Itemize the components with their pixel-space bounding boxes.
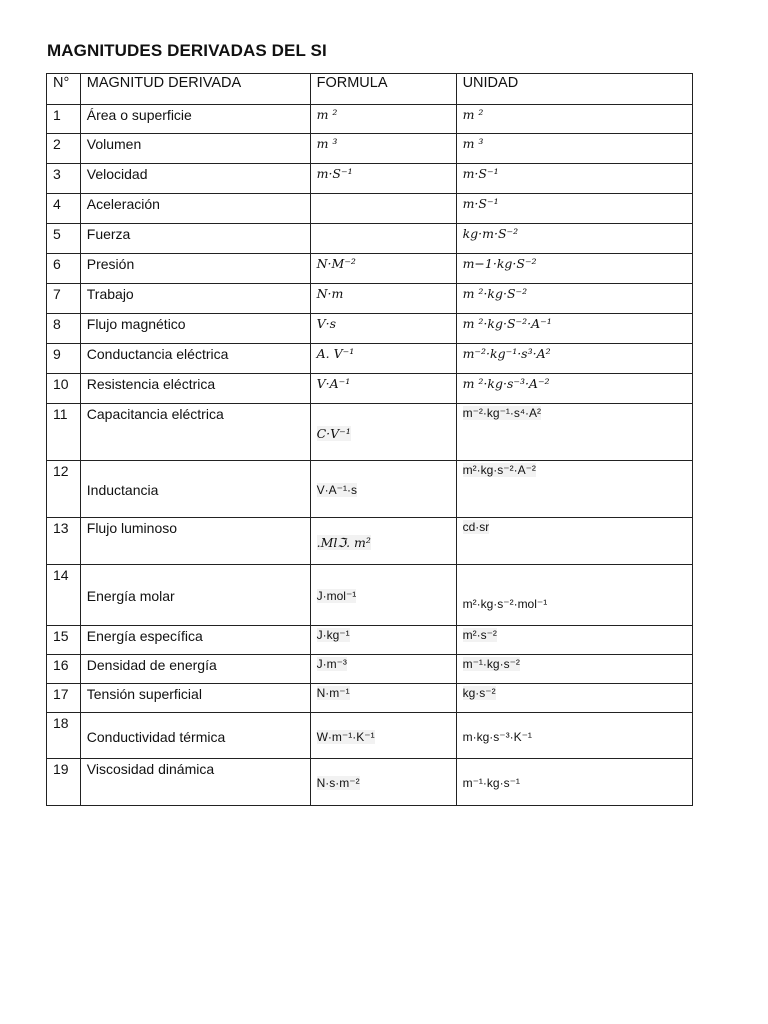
row-number-text: 10 <box>53 376 69 392</box>
row-number <box>47 565 81 626</box>
row-number-text: 13 <box>53 520 69 536</box>
row-number <box>47 134 81 164</box>
table-row <box>47 713 693 759</box>
magnitud-cell <box>80 284 310 314</box>
magnitud-cell-text: Energía específica <box>86 628 203 644</box>
table-row <box>47 404 693 461</box>
row-number-text: 1 <box>53 107 61 123</box>
row-number-text: 6 <box>53 256 61 272</box>
unidad-cell-text: kg·m·S⁻² <box>462 226 519 241</box>
unidad-cell-text: m⁻¹·kg·s⁻¹ <box>462 776 520 790</box>
unidad-cell <box>456 404 692 461</box>
row-number <box>47 404 81 461</box>
unidad-cell-text: m−1·kg·S⁻² <box>462 256 537 271</box>
formula-cell <box>310 626 456 655</box>
table-row <box>47 105 693 134</box>
row-number <box>47 713 81 759</box>
formula-cell-text: V·A⁻¹·s <box>316 483 357 497</box>
formula-cell <box>310 164 456 194</box>
row-number <box>47 254 81 284</box>
formula-cell <box>310 254 456 284</box>
row-number-text: 3 <box>53 166 61 182</box>
magnitud-cell-text: Área o superficie <box>86 107 192 123</box>
unidad-cell-text: m·kg·s⁻³·K⁻¹ <box>462 729 532 744</box>
unidad-cell <box>456 626 692 655</box>
table-row <box>47 655 693 684</box>
row-number <box>47 655 81 684</box>
magnitud-cell <box>80 518 310 565</box>
document-title: MAGNITUDES DERIVADAS DEL SI <box>47 41 327 60</box>
magnitud-cell-text: Velocidad <box>86 166 148 182</box>
unidad-cell <box>456 565 692 626</box>
unidad-cell-text: kg·s⁻² <box>462 686 496 700</box>
magnitud-cell-text: Volumen <box>86 136 142 152</box>
unidad-cell <box>456 164 692 194</box>
row-number-text: 5 <box>53 226 61 242</box>
unidad-cell <box>456 134 692 164</box>
row-number <box>47 759 81 806</box>
row-number <box>47 461 81 518</box>
magnitud-cell-text: Conductancia eléctrica <box>86 346 229 362</box>
formula-cell <box>310 105 456 134</box>
formula-cell-text: J·mol⁻¹ <box>316 589 357 603</box>
unidad-cell <box>456 684 692 713</box>
unidad-cell-text: m ²·kg·S⁻² <box>462 286 528 301</box>
row-number-text: 12 <box>53 463 69 479</box>
magnitud-cell-text: Resistencia eléctrica <box>86 376 216 392</box>
unidad-cell-text: m²·s⁻² <box>462 628 497 642</box>
formula-cell-text: N·m⁻¹ <box>316 686 350 700</box>
magnitud-cell <box>80 713 310 759</box>
derived-units-table <box>46 73 693 806</box>
table-row <box>47 461 693 518</box>
formula-cell-text: V·A⁻¹ <box>316 376 351 391</box>
magnitud-cell <box>80 759 310 806</box>
table-row <box>47 565 693 626</box>
formula-cell <box>310 134 456 164</box>
unidad-cell-text: m ² <box>462 107 484 122</box>
formula-cell <box>310 713 456 759</box>
magnitud-cell <box>80 565 310 626</box>
formula-cell-text: A. V⁻¹ <box>316 346 355 361</box>
row-number-text: 16 <box>53 657 69 673</box>
magnitud-cell <box>80 404 310 461</box>
table-row <box>47 314 693 344</box>
header-unidad: UNIDAD <box>456 74 692 105</box>
formula-cell <box>310 314 456 344</box>
unidad-cell-text: m²·kg·s⁻²·mol⁻¹ <box>462 597 548 611</box>
unidad-cell-text: m ²·kg·s⁻³·A⁻² <box>462 376 550 391</box>
magnitud-cell-text: Presión <box>86 256 135 272</box>
formula-cell-text: V·s <box>316 316 337 331</box>
row-number <box>47 518 81 565</box>
magnitud-cell-text: Conductividad térmica <box>86 728 226 745</box>
unidad-cell-text: m⁻²·kg⁻¹·s⁴·A² <box>462 406 542 420</box>
row-number-text: 7 <box>53 286 61 302</box>
table-row <box>47 224 693 254</box>
row-number-text: 8 <box>53 316 61 332</box>
row-number-text: 11 <box>53 406 68 422</box>
unidad-cell-text: m⁻¹·kg·s⁻² <box>462 657 520 671</box>
formula-cell <box>310 461 456 518</box>
formula-cell <box>310 759 456 806</box>
unidad-cell-text: m²·kg·s⁻²·A⁻² <box>462 463 536 477</box>
magnitud-cell-text: Aceleración <box>86 196 160 212</box>
magnitud-cell-text: Trabajo <box>86 286 134 302</box>
table-row <box>47 518 693 565</box>
formula-cell <box>310 344 456 374</box>
formula-cell <box>310 655 456 684</box>
table-row <box>47 164 693 194</box>
row-number-text: 17 <box>53 686 69 702</box>
magnitud-cell-text: Flujo luminoso <box>86 520 178 536</box>
row-number-text: 9 <box>53 346 61 362</box>
unidad-cell <box>456 759 692 806</box>
magnitud-cell-text: Densidad de energía <box>86 657 217 673</box>
formula-cell <box>310 194 456 224</box>
header-formula: FORMULA <box>310 74 456 105</box>
formula-cell <box>310 374 456 404</box>
formula-cell-text: J·m⁻³ <box>316 657 347 671</box>
magnitud-cell-text: Energía molar <box>86 588 175 604</box>
unidad-cell <box>456 284 692 314</box>
unidad-cell-text: m ²·kg·S⁻²·A⁻¹ <box>462 316 552 331</box>
row-number <box>47 626 81 655</box>
unidad-cell-text: m⁻²·kg⁻¹·s³·A² <box>462 346 551 361</box>
unidad-cell-text: m·S⁻¹ <box>462 166 499 181</box>
table-header-row <box>47 74 693 105</box>
formula-cell <box>310 684 456 713</box>
row-number-text: 19 <box>53 761 69 777</box>
formula-cell <box>310 224 456 254</box>
table-row <box>47 374 693 404</box>
magnitud-cell <box>80 194 310 224</box>
table-row <box>47 194 693 224</box>
row-number <box>47 194 81 224</box>
magnitud-cell <box>80 105 310 134</box>
magnitud-cell <box>80 684 310 713</box>
table-row <box>47 284 693 314</box>
formula-cell-text: N·m <box>316 286 344 301</box>
row-number-text: 14 <box>53 567 69 583</box>
magnitud-cell-text: Inductancia <box>86 482 159 498</box>
unidad-cell <box>456 344 692 374</box>
magnitud-cell-text: Viscosidad dinámica <box>86 761 215 777</box>
table-row <box>47 759 693 806</box>
row-number <box>47 344 81 374</box>
unidad-cell <box>456 518 692 565</box>
magnitud-cell-text: Capacitancia eléctrica <box>86 406 224 422</box>
unidad-cell-text: m·S⁻¹ <box>462 196 499 211</box>
magnitud-cell <box>80 224 310 254</box>
formula-cell <box>310 565 456 626</box>
unidad-cell <box>456 655 692 684</box>
table-row <box>47 684 693 713</box>
unidad-cell <box>456 194 692 224</box>
row-number <box>47 314 81 344</box>
header-num: N° <box>47 74 81 105</box>
magnitud-cell <box>80 254 310 284</box>
formula-cell-text: N·M⁻² <box>316 256 356 271</box>
row-number-text: 18 <box>53 715 69 731</box>
row-number <box>47 105 81 134</box>
row-number <box>47 224 81 254</box>
table-body <box>47 105 693 806</box>
unidad-cell <box>456 713 692 759</box>
magnitud-cell <box>80 344 310 374</box>
formula-cell-text: W·m⁻¹·K⁻¹ <box>316 729 375 744</box>
unidad-cell <box>456 314 692 344</box>
formula-cell-text: N·s·m⁻² <box>316 776 360 790</box>
formula-cell <box>310 404 456 461</box>
magnitud-cell <box>80 626 310 655</box>
formula-cell-text: m ² <box>316 107 338 122</box>
unidad-cell <box>456 374 692 404</box>
magnitud-cell-text: Fuerza <box>86 226 131 242</box>
row-number-text: 15 <box>53 628 69 644</box>
magnitud-cell <box>80 134 310 164</box>
magnitud-cell <box>80 314 310 344</box>
formula-cell-text: m ³ <box>316 136 338 151</box>
magnitud-cell <box>80 655 310 684</box>
unidad-cell <box>456 224 692 254</box>
formula-cell-text: .Mlℑ. m² <box>316 534 371 550</box>
table-row <box>47 626 693 655</box>
row-number <box>47 374 81 404</box>
formula-cell <box>310 518 456 565</box>
unidad-cell-text: m ³ <box>462 136 484 151</box>
formula-cell-text: C·V⁻¹ <box>316 425 351 441</box>
row-number <box>47 284 81 314</box>
table-row <box>47 344 693 374</box>
formula-cell <box>310 284 456 314</box>
magnitud-cell <box>80 164 310 194</box>
unidad-cell <box>456 105 692 134</box>
table-row <box>47 254 693 284</box>
unidad-cell <box>456 254 692 284</box>
table-row <box>47 134 693 164</box>
row-number <box>47 164 81 194</box>
magnitud-cell <box>80 374 310 404</box>
unidad-cell-text: cd·sr <box>462 520 490 534</box>
formula-cell-text: J·kg⁻¹ <box>316 628 350 642</box>
unidad-cell <box>456 461 692 518</box>
magnitud-cell-text: Tensión superficial <box>86 686 202 702</box>
row-number <box>47 684 81 713</box>
magnitud-cell <box>80 461 310 518</box>
magnitud-cell-text: Flujo magnético <box>86 316 186 332</box>
row-number-text: 4 <box>53 196 61 212</box>
row-number-text: 2 <box>53 136 61 152</box>
header-magnitud: MAGNITUD DERIVADA <box>80 74 310 105</box>
formula-cell-text: m·S⁻¹ <box>316 166 353 181</box>
